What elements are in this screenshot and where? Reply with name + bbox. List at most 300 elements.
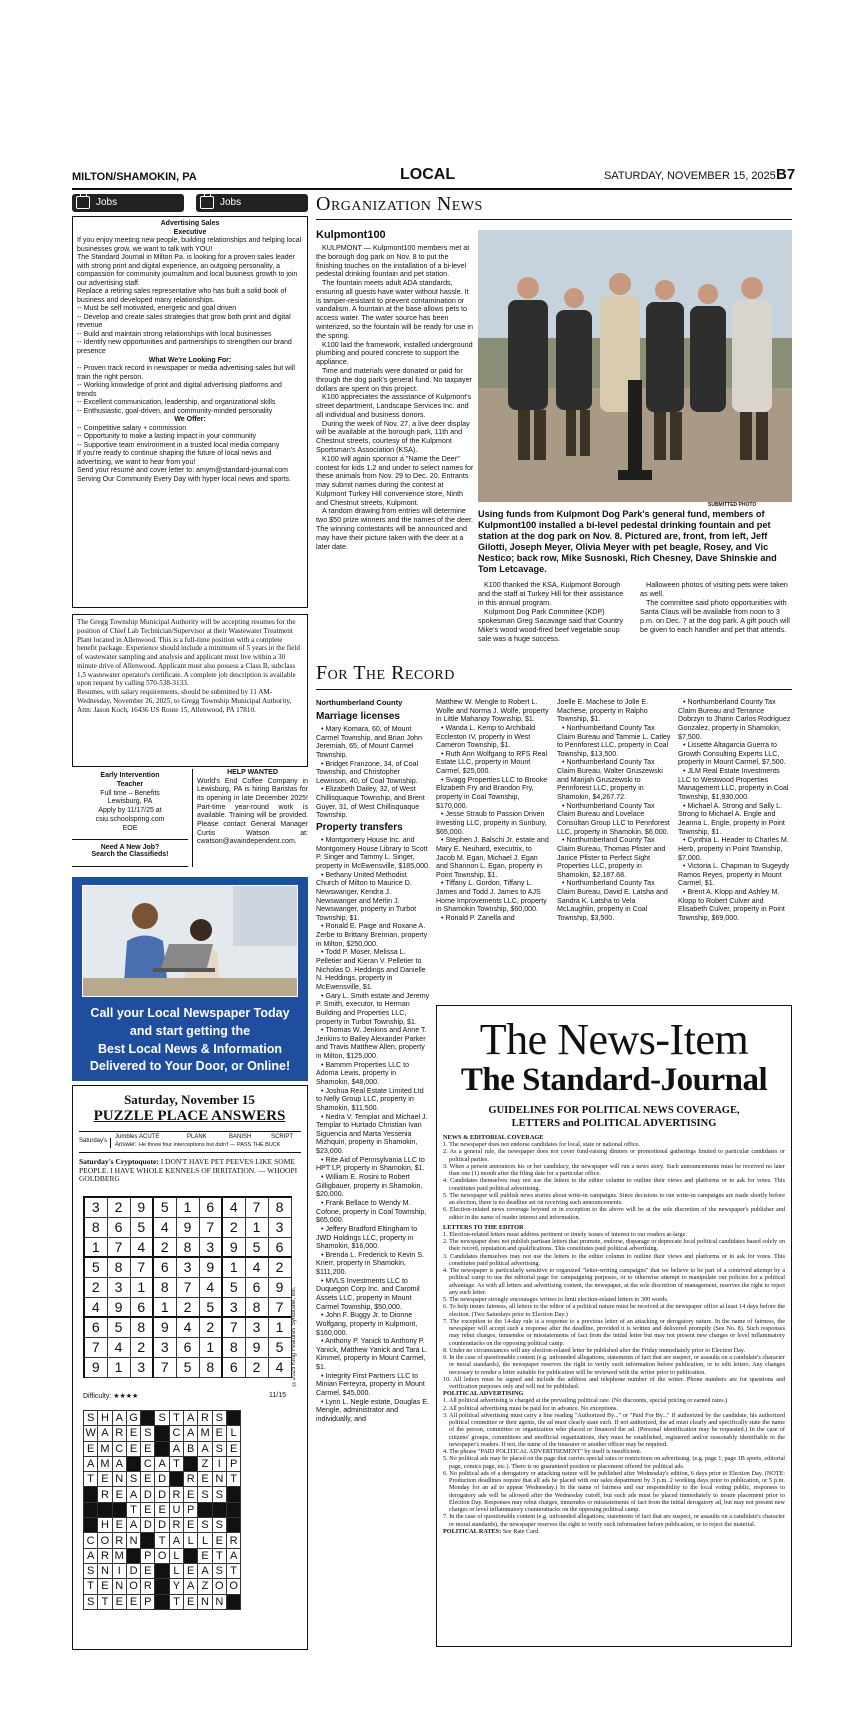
sudoku-cell: 7: [130, 1257, 153, 1277]
record-column: [436, 698, 550, 923]
article-column: [478, 580, 630, 643]
record-item: • Gary L. Smith estate and Jeremy P. Smith, executor, to Herman Building and Properties LLC, property in Turbot Township, $1.: [316, 991, 430, 1026]
ad-need-job: [72, 839, 188, 867]
crossword-cell: A: [84, 1548, 98, 1563]
crossword-cell: A: [184, 1426, 198, 1441]
crossword-cell: N: [126, 1533, 140, 1548]
record-item: • Jesse Straub to Passion Driven Investing LLC, property in Sunbury, $65,000.: [436, 810, 547, 836]
sudoku-cell: 3: [245, 1317, 268, 1337]
crossword-cell: A: [84, 1456, 98, 1471]
cryptoquote-text: I DON'T HAVE PET PEEVES LIKE SOME PEOPLE. I HAVE WHOLE KENNELS OF IRRITATION. — WHOOPI GOLDBERG: [79, 1157, 298, 1184]
sudoku-cell: 7: [222, 1317, 245, 1337]
crossword-cell: E: [198, 1472, 212, 1487]
record-item: • Svagg Properties LLC to Brooke Elizabeth Fry and Brandon Fry, property in Coal Township, $170,000.: [436, 775, 548, 810]
jumble-word: BANISH: [229, 1134, 252, 1140]
sudoku-cell: 1: [176, 1197, 199, 1217]
record-item: • Nedra V. Templar and Michael J. Templar to Hurtado Christian Ivan Siguencia and Marta Yessenia Mizhquiri, property in Shamokin, $23,000.: [316, 1112, 428, 1156]
sudoku-cell: 2: [176, 1297, 199, 1317]
crossword-cell: E: [184, 1594, 198, 1609]
sudoku-cell: 9: [222, 1237, 245, 1257]
crossword-cell: B: [184, 1441, 198, 1456]
sudoku-cell: 9: [130, 1197, 153, 1217]
article-paragraph: The committee said photo opportunities with Santa Claus will be available from noon to 3 p.m. on Dec. 7 at the dog park. A gift pouch will be given to each handler and pet that attends.: [640, 598, 790, 634]
guidelines-subtitle: [437, 1104, 791, 1130]
crossword-cell: L: [198, 1533, 212, 1548]
jumble-label: Saturday's: [79, 1138, 111, 1148]
record-item: • William E. Rosini to Robert Gilligbauer, property in Shamokin, $20,000.: [316, 1173, 423, 1199]
crossword-cell: E: [126, 1441, 140, 1456]
ad-title: Executive: [173, 228, 207, 236]
crossword-cell: I: [112, 1563, 126, 1578]
crossword-cell: E: [141, 1502, 155, 1517]
guideline-item: 8. Under no circumstances will any election-related letter be published after the Friday immediately prior to Election Day.: [443, 1346, 746, 1354]
crossword-cell: E: [212, 1533, 226, 1548]
crossword-cell: A: [184, 1579, 198, 1594]
record-subhead: Marriage licenses: [316, 711, 400, 722]
masthead-standard-journal: The Standard-Journal: [460, 1062, 768, 1098]
crossword-black-cell: [112, 1502, 126, 1517]
guideline-item: 1. The newspaper does not endorse candidates for local, state or national office.: [443, 1141, 640, 1148]
guideline-item: 2. The newspaper does not publish partisan letters that promote, endorse, disparage or deprecate local political candidates based solely on their record, reputation and qualifications. This constitutes paid political advertising.: [443, 1238, 785, 1253]
subtitle-line: GUIDELINES FOR POLITICAL NEWS COVERAGE,: [488, 1105, 740, 1116]
crossword-cell: T: [84, 1472, 98, 1487]
briefcase-icon: [76, 196, 90, 209]
crossword-cell: E: [112, 1487, 126, 1502]
record-item: • Anthony P. Yanick to Anthony P. Yanick, Matthew Yanick and Tara L. Kimmel, property in Mount Carmel, $1.: [316, 1337, 428, 1372]
guideline-item: 5. The newspaper strongly encourages writers to limit election-related letters to 300 words.: [443, 1296, 669, 1303]
crossword-cell: E: [155, 1502, 169, 1517]
crossword-cell: T: [212, 1548, 226, 1563]
ad-title: HELP WANTED: [227, 769, 278, 776]
article-paragraph: K100 thanked the KSA, Kulpmont Borough and the staff at Turkey Hill for their assistance in this annual program.: [478, 580, 624, 607]
sudoku-cell: 5: [176, 1357, 199, 1377]
record-item: • JLM Real Estate Investments LLC to Westwood Properties Management LLC, property in Coal Township, $1,930,000.: [678, 767, 789, 802]
crossword-cell: S: [84, 1594, 98, 1609]
record-item: • Northumberland County Tax Claim Bureau and Lovelace Consultan Group LLC to Pennforest LLC, property in Shamokin, $6,000.: [557, 801, 670, 836]
crossword-cell: E: [126, 1426, 140, 1441]
crossword-cell: A: [126, 1487, 140, 1502]
crossword-cell: E: [212, 1426, 226, 1441]
section-rule: [316, 219, 792, 220]
sudoku-cell: 1: [245, 1217, 268, 1237]
crossword-cell: A: [198, 1563, 212, 1578]
crossword-cell: M: [98, 1441, 112, 1456]
ad-text: Need A New Job?: [100, 844, 160, 851]
crossword-cell: D: [141, 1487, 155, 1502]
group-photo-illustration: [478, 230, 792, 502]
sudoku-cell: 5: [107, 1317, 130, 1337]
crossword-cell: A: [155, 1456, 169, 1471]
crossword-cell: M: [198, 1426, 212, 1441]
guidelines-body: [443, 1131, 785, 1535]
ad-text: Apply by 11/17/25 at: [98, 807, 162, 814]
sudoku-cell: 8: [245, 1297, 268, 1317]
record-item: • Northumberland County Tax Claim Bureau, Walter Gruszewski and Marijah Gruszewski to Pennforest LLC, property in Shamokin, $4,267.72.: [557, 758, 663, 802]
guideline-item: 7. In the case of questionable content (e.g. unfounded allegations, statements of fact that are suspect, or assaults on a candidate's character or moral standards), the newspaper reserves the right to verify such information before publication, or to reject the material.: [443, 1513, 785, 1528]
sudoku-cell: 5: [199, 1297, 222, 1317]
crossword-row: [84, 1594, 241, 1609]
sudoku-cell: 8: [130, 1317, 153, 1337]
crossword-cell: A: [112, 1456, 126, 1471]
record-item: • Bridget Franzone, 34, of Coal Township, and Christopher Lewinson, 40, of Coal Township.: [316, 759, 419, 785]
ad-bullet: -- Proven track record in newspaper or media advertising sales but will train the right person.: [77, 365, 295, 381]
sudoku-cell: 7: [268, 1297, 291, 1317]
promo-line: Call your Local Newspaper Today: [90, 1006, 290, 1020]
ad-text: If you enjoy meeting new people, building relationships and helping local businesses grow, we want to talk with YOU!: [77, 237, 302, 253]
sudoku-row: [84, 1337, 291, 1357]
record-subhead: Property transfers: [316, 822, 403, 834]
crossword-cell: R: [226, 1533, 240, 1548]
sudoku-row: [84, 1317, 291, 1337]
sudoku-cell: 5: [153, 1197, 176, 1217]
sudoku-cell: 4: [245, 1257, 268, 1277]
record-item: • Cynthia L. Header to Charles M. Herb, property in Point Township, $7,000.: [678, 836, 789, 862]
crossword-black-cell: [155, 1579, 169, 1594]
record-item: • Ronald E. Paige and Roxane A. Zerbe to Brittany Brennan, property in Milton, $250,000.: [316, 922, 428, 948]
crossword-row: [84, 1533, 241, 1548]
sudoku-cell: 3: [199, 1237, 222, 1257]
sudoku-cell: 9: [245, 1337, 268, 1357]
crossword-cell: S: [126, 1472, 140, 1487]
record-item: • MVLS Investments LLC to Duquegon Corp Inc. and Caromil Assets LLC, property in Mount Carmel Township, $50,000.: [316, 1276, 420, 1311]
crossword-black-cell: [84, 1487, 98, 1502]
cryptoquote-label: Saturday's Cryptoquote:: [79, 1157, 159, 1166]
crossword-cell: A: [184, 1411, 198, 1426]
crossword-cell: R: [198, 1411, 212, 1426]
record-county: Northumberland County: [316, 698, 403, 707]
ad-text: Full time – Benefits: [100, 789, 160, 797]
puzzle-date: Saturday, November 15: [124, 1092, 255, 1107]
crossword-cell: S: [212, 1518, 226, 1533]
guideline-item: 4. The newspaper is particularly sensitive to organized "letter-writing campaigns" that we believe to be part of a contrived attempt by a political camp to use the editorial page for campaigning purposes, or to otherwise attempt to manipulate our policies for a political advantage. As with all letters and advertising content, the newspaper, at the sole discretion of management, reserves the right to reject any such letter.: [443, 1267, 785, 1296]
crossword-black-cell: [226, 1487, 240, 1502]
record-item: • John F. Buggy Jr. to Dionne Wolfgang, property in Kulpmont, $160,000.: [316, 1311, 418, 1337]
ad-text: Send your résumé and cover letter to: amym@standard-journal.com: [77, 467, 288, 475]
crossword-black-cell: [226, 1518, 240, 1533]
crossword-cell: E: [226, 1441, 240, 1456]
guideline-item: 1. All political advertising is charged at the prevailing political rate. (No discounts, special pricing or earned rates.): [443, 1397, 728, 1405]
article-paragraph: The fountain meets adult ADA standards, ensuring all guests have water without hassle. It is tamper-resistant to prevent contamination or vandalism. A fountain at the base allows pets to access water. The water source has been winterized, so the fountain will be ready for use in the spring.: [316, 278, 474, 340]
sudoku-cell: 2: [199, 1317, 222, 1337]
sudoku-cell: 9: [176, 1217, 199, 1237]
record-item: • Bethany United Methodist Church of Milton to Maurice D. Newswanger, Kendra J. Newswanger and Merlin J. Newswanger, property in Turbot Township, $1.: [316, 870, 417, 922]
crossword-black-cell: [155, 1441, 169, 1456]
sudoku-cell: 2: [107, 1197, 130, 1217]
crossword-cell: E: [141, 1563, 155, 1578]
ad-bullet: -- Working knowledge of print and digital advertising platforms and trends: [77, 382, 282, 398]
sudoku-cell: 7: [245, 1197, 268, 1217]
crossword-cell: T: [169, 1411, 183, 1426]
record-item: • Brent A. Klopp and Ashley M. Klopp to Robert Culver and Elisabeth Culver, property in Point Township, $69,000.: [678, 888, 785, 923]
crossword-cell: S: [198, 1518, 212, 1533]
article-paragraph: K100 appreciates the assistance of Kulpmont's street department, Landscape Services Inc. and all individual and business donors.: [316, 392, 472, 419]
ad-sales-executive: [72, 216, 308, 608]
ad-help-wanted: [192, 769, 308, 867]
crossword-cell: D: [141, 1518, 155, 1533]
article-paragraph: K100 laid the framework, installed underground plumbing and poured concrete to support the appliance.: [316, 339, 473, 367]
sudoku-cell: 3: [107, 1277, 130, 1297]
record-item: • Victoria L. Chapman to Sugeydy Ramos Reyes, property in Mount Carmel, $1.: [678, 862, 790, 888]
issue-date: SATURDAY, NOVEMBER 15, 2025: [604, 170, 776, 182]
sudoku-cell: 6: [199, 1197, 222, 1217]
political-guidelines-box: [436, 1005, 792, 1647]
jumble-word: ACUTE: [139, 1134, 160, 1140]
crossword-cell: N: [112, 1579, 126, 1594]
record-item: Matthew W. Mengle to Robert L. Wolfe and Norma J. Wolfe, property in Little Mahanoy Township, $1.: [436, 698, 549, 724]
record-item: • Ruth Ann Wolfgang to RFS Real Estate LLC, property in Mount Carmel, $25,000.: [436, 749, 548, 776]
crossword-black-cell: [141, 1533, 155, 1548]
crossword-cell: O: [226, 1579, 240, 1594]
crossword-black-cell: [226, 1411, 240, 1426]
sudoku-cell: 4: [176, 1317, 199, 1337]
sudoku-difficulty: Difficulty: ★★★★: [83, 1393, 139, 1400]
crossword-black-cell: [184, 1456, 198, 1471]
ad-text: Resumes, with salary requirements, should be submitted by 11 AM-Wednesday, November 26, 2025, to Gregg Township Municipal Authority, Attn: Jason Koch, 16436 US Route 15, Allenwood, PA 17810.: [77, 688, 292, 714]
guideline-heading: POLITICAL ADVERTISING: [443, 1390, 524, 1398]
page-number: B7: [776, 166, 796, 183]
crossword-cell: E: [141, 1441, 155, 1456]
ad-bullet: -- Develop and create sales strategies that grow both print and digital revenue: [77, 313, 291, 330]
sudoku-cell: 3: [176, 1257, 199, 1277]
crossword-cell: Z: [198, 1456, 212, 1471]
record-item: • Jeffery Bradford Eltingham to JWD Holdings LLC, property in Shamokin, $16,000.: [316, 1224, 418, 1251]
record-item: • Bammm Properties LLC to Adoma Lewis, property in Shamokin, $48,000.: [316, 1060, 410, 1086]
crossword-cell: S: [212, 1487, 226, 1502]
crossword-cell: L: [169, 1548, 183, 1563]
crossword-cell: T: [226, 1563, 240, 1578]
crossword-row: [84, 1411, 241, 1426]
record-item: • Northumberland County Tax Claim Bureau, David E. Latsha and Sandra K. Latsha to Vela McLaughlin, property in Coal Township, $3,500.: [557, 879, 668, 923]
sudoku-row: [84, 1217, 291, 1237]
guideline-item: 3. When a person announces his or her candidacy, the newspaper will run a news story. Such announcements must be received no later than one (1) month after the filing date for a particular office.: [443, 1162, 785, 1177]
record-item: • Thomas W. Jenkins and Anne T. Jenkins to Bailey Alexander Parker and Travis Matthew Allen, property in Milton, $125,000.: [316, 1026, 427, 1061]
crossword-black-cell: [212, 1502, 226, 1517]
ad-gregg-township: [72, 614, 308, 767]
sudoku-cell: 5: [268, 1337, 291, 1357]
crossword-cell: E: [112, 1518, 126, 1533]
copyright-text: ©2025 King Features Syndicate, Inc.: [291, 1286, 297, 1386]
sudoku-cell: 8: [84, 1217, 107, 1237]
guideline-item: 6. Election-related news coverage beyond or in exception to the above will be at the sole discretion of the newspaper's publisher and editor in the name of reader interest and information.: [443, 1206, 785, 1221]
promo-line: Delivered to Your Door, or Online!: [89, 1059, 291, 1074]
crossword-cell: E: [98, 1579, 112, 1594]
article-paragraph: KULPMONT — Kulpmont100 members met at the borough dog park on Nov. 8 to put the finishing touches on the installation of a bi-level pedestal drinking fountain and pet station.: [316, 243, 470, 279]
crossword-cell: R: [169, 1487, 183, 1502]
crossword-black-cell: [84, 1518, 98, 1533]
crossword-cell: A: [126, 1518, 140, 1533]
crossword-cell: T: [169, 1594, 183, 1609]
record-item: • Integrity First Partners LLC to Minian Ferreyra, property in Mount Carmel, $45,000.: [316, 1371, 425, 1398]
crossword-row: [84, 1426, 241, 1441]
crossword-cell: R: [98, 1487, 112, 1502]
ad-bullet: -- Excellent communication, leadership, and organizational skills: [77, 399, 276, 407]
sudoku-cell: 6: [268, 1237, 291, 1257]
record-item: • Todd P. Moser, Melissa L. Pelletier and Kieran V. Pelletier to Nicholas D. Heddings and Danielle N. Heddings, property in McEwensville, $1.: [316, 948, 426, 991]
promo-line: and start getting the: [129, 1023, 251, 1038]
jobs-tab-label: Jobs: [96, 197, 118, 208]
crossword-cell: R: [169, 1518, 183, 1533]
crossword-cell: C: [112, 1441, 126, 1456]
sudoku-cell: 7: [107, 1237, 130, 1257]
sudoku-cell: 7: [84, 1337, 107, 1357]
sudoku-cell: 2: [268, 1257, 291, 1277]
cryptoquote-answer: [79, 1158, 301, 1184]
family-laptop-illustration: [83, 886, 298, 997]
crossword-cell: O: [98, 1533, 112, 1548]
record-item: • Wanda L. Kemp to Archibald Eccleston IV, property in West Cameron Township, $1.: [436, 723, 536, 750]
record-item: • Lissette Altagarcia Guerra to Growth Consulting Experts LLC, property in Mount Carmel, $7,500.: [678, 741, 786, 767]
ad-text: The Standard Journal in Milton Pa. is looking for a proven sales leader with strong print and digital experience, an outgoing personality, a compassion for community journalism and local business growth to join our advertising staff.: [77, 254, 298, 287]
guideline-item: 4. Candidates themselves may not use the letters to the editor column to outline their views and platforms or to ask for votes. This constitutes paid political advertising.: [443, 1177, 785, 1192]
sudoku-cell: 8: [176, 1237, 199, 1257]
crossword-black-cell: [184, 1548, 198, 1563]
record-column: [316, 698, 430, 1424]
crossword-cell: N: [98, 1563, 112, 1578]
crossword-cell: S: [141, 1426, 155, 1441]
guideline-item: 3. All political advertising must carry a line reading "Authorized By..." or "Paid For By..." If authorized by the candidate, his authorized political committee or their agents, the ad must clearly state such. If not authorized, the ad must clearly and specifically state the name of the person, committee or organization who placed or financed the ad. (Personal identification may be requested.) In the case of citizens' groups, committees and unofficial organizations, they must be established, registered and/or reasonably identifiable to the newspaper's readers. If not, the name of the treasurer or another officer may be required.: [443, 1411, 785, 1448]
crossword-cell: R: [184, 1472, 198, 1487]
article-paragraph: Halloween photos of visiting pets were taken as well.: [640, 580, 788, 598]
crossword-row: [84, 1487, 241, 1502]
crossword-black-cell: [84, 1502, 98, 1517]
crossword-cell: D: [126, 1563, 140, 1578]
sudoku-row: [84, 1357, 291, 1377]
ad-text: Serving Our Community Every Day with hyper local news and sports.: [77, 475, 291, 483]
crossword-cell: D: [155, 1472, 169, 1487]
sudoku-date: 11/15: [269, 1392, 286, 1399]
sudoku-cell: 9: [107, 1297, 130, 1317]
crossword-cell: C: [84, 1533, 98, 1548]
crossword-cell: S: [212, 1411, 226, 1426]
puzzle-answers-box: [72, 1085, 308, 1650]
crossword-black-cell: [169, 1472, 183, 1487]
ad-text: Search the Classifieds!: [91, 851, 169, 858]
briefcase-icon: [200, 196, 214, 209]
crossword-cell: D: [155, 1487, 169, 1502]
guideline-item: 9. In the case of questionable content (e.g. unfounded allegations, statements of fact that are suspect, or assaults on a candidate's character or moral standards), the newspaper reserves the right to verify such information before publication, or to edit letters. Any changes necessary to render a letter suitable for publication will be reviewed with the writer prior to publication.: [443, 1354, 785, 1376]
crossword-black-cell: [98, 1502, 112, 1517]
crossword-black-cell: [226, 1502, 240, 1517]
record-item: • Stephen J. Balschi Jr. estate and Mary E. Neuhard, executrix, to Jacob M. Egan, Michael J. Egan and Shannon L. Egan, property in Point Township, $1.: [436, 836, 549, 879]
sudoku-cell: 7: [176, 1277, 199, 1297]
record-item: • Northumberland County Tax Claim Bureau and Terrance Dobrzyn to Jhann Carlos Rodriguez Gonzalez, property in Shamokin, $7,500.: [678, 698, 791, 741]
sudoku-cell: 6: [130, 1297, 153, 1317]
article-headline: Kulpmont100: [316, 229, 386, 241]
jumble-answer-label: Answer:: [115, 1142, 137, 1148]
sudoku-cell: 4: [199, 1277, 222, 1297]
sudoku-cell: 8: [153, 1277, 176, 1297]
sudoku-cell: 3: [222, 1297, 245, 1317]
sudoku-cell: 6: [84, 1317, 107, 1337]
puzzle-title: PUZZLE PLACE ANSWERS: [93, 1108, 286, 1124]
sudoku-cell: 4: [222, 1197, 245, 1217]
promo-line: Best Local News & Information: [97, 1041, 283, 1056]
crossword-cell: R: [112, 1533, 126, 1548]
ad-text: The Gregg Township Municipal Authority will be accepting resumes for the position of Chief Lab Technician/Supervisor at their Wastewater Treatment Plant located in Allenwood. This is a full-time position with a complete benefit package. Experience should include a minimum of 5 years in the field of wastewater sampling and analysis and applicant must live within a 30 minute drive of Allenwood. Applicant must also possess a Class B, subclass 1,5 wastewater operator's certificate. A complete job description is available upon request by calling 570-538-3133.: [77, 618, 300, 688]
crossword-cell: S: [84, 1411, 98, 1426]
record-item: • Brenda L. Frederick to Kevin S. Knerr, property in Shamokin, $111,200.: [316, 1250, 425, 1277]
crossword-cell: E: [141, 1472, 155, 1487]
record-item: • Lynn L. Negle estate, Douglas E. Mengle, administrator and individually, and: [316, 1397, 429, 1423]
crossword-black-cell: [226, 1594, 240, 1609]
crossword-black-cell: [126, 1456, 140, 1471]
crossword-cell: S: [212, 1441, 226, 1456]
sudoku-cell: 2: [130, 1337, 153, 1357]
crossword-black-cell: [141, 1411, 155, 1426]
crossword-cell: P: [226, 1456, 240, 1471]
jumble-word: PLANK: [187, 1134, 207, 1140]
crossword-cell: S: [155, 1411, 169, 1426]
crossword-cell: O: [126, 1579, 140, 1594]
crossword-cell: E: [84, 1441, 98, 1456]
crossword-cell: N: [212, 1472, 226, 1487]
ad-text: csiu.schoolspring.com: [95, 815, 165, 823]
ad-text: Lewisburg, PA: [107, 798, 153, 806]
sudoku-cell: 8: [199, 1357, 222, 1377]
guideline-item: 7. The exception to the 14-day rule is a response to a previous letter of an attacking or derogatory nature. In the name of fairness, the newspaper will accept such a response after the deadline, provided it is written and delivered promptly (See No. 8). Such responses may rebut charges, innuendos or misstatements of fact from the initial letter but may not present new charges or level inflammatory counterattacks on the opposing political camp.: [443, 1317, 785, 1347]
sudoku-cell: 5: [130, 1217, 153, 1237]
jobs-tab: [196, 194, 308, 212]
record-item: • Rite Aid of Pennsylvania LLC to HPT LP, property in Shamokin, $1.: [316, 1155, 425, 1173]
guideline-heading: LETTERS TO THE EDITOR: [443, 1223, 524, 1231]
section-title-for-the-record: For The Record: [316, 662, 455, 684]
crossword-cell: N: [212, 1594, 226, 1609]
guideline-item: 1. Election-related letters must address pertinent or timely issues of interest to our readers at-large.: [443, 1230, 687, 1238]
sudoku-cell: 1: [153, 1297, 176, 1317]
section-label: LOCAL: [400, 166, 456, 183]
crossword-row: [84, 1456, 241, 1471]
crossword-cell: I: [212, 1456, 226, 1471]
crossword-cell: H: [98, 1411, 112, 1426]
location-label: MILTON/SHAMOKIN, PA: [72, 171, 197, 183]
record-item: • Joshua Real Estate Limited Ltd to Nelly Group LLC, property in Shamokin, $11,500.: [316, 1086, 424, 1112]
sudoku-row: [84, 1197, 291, 1217]
photo-credit: SUBMITTED PHOTO: [708, 502, 757, 508]
sudoku-cell: 9: [84, 1357, 107, 1377]
sudoku-cell: 5: [222, 1277, 245, 1297]
sudoku-cell: 4: [153, 1217, 176, 1237]
record-item: • Elizabeth Dailey, 32, of West Chillisquaque Township, and Brent Guyer, 31, of West Chillisquaque Township.: [316, 785, 425, 820]
crossword-row: [84, 1472, 241, 1487]
crossword-cell: L: [184, 1533, 198, 1548]
jumble-words-label: Jumbles:: [115, 1134, 140, 1140]
crossword-black-cell: [155, 1426, 169, 1441]
sudoku-cell: 2: [222, 1217, 245, 1237]
crossword-cell: P: [184, 1502, 198, 1517]
sudoku-cell: 8: [268, 1197, 291, 1217]
ad-title: Early Intervention: [100, 772, 160, 779]
political-rates-value: See Rate Card.: [502, 1527, 540, 1535]
crossword-cell: Z: [198, 1579, 212, 1594]
record-item: • Northumberland County Tax Claim Bureau and Tammie L. Catley to Pennforest LLC, property in Coal Township, $13,500.: [557, 723, 671, 758]
crossword-cell: S: [84, 1563, 98, 1578]
promo-photo: [82, 885, 298, 997]
guideline-item: 2. As a general rule, the newspaper does not cover fund-raising dinners or promotional gatherings limited to particular candidates or political parties.: [443, 1148, 785, 1163]
sudoku-grid: [83, 1196, 292, 1378]
crossword-cell: O: [155, 1548, 169, 1563]
guideline-item: 6. To help insure fairness, all letters to the editor of a political nature must be received at the newspaper office at least 14 days before the election. (Two Saturdays prior to Election Day.): [443, 1303, 785, 1318]
crossword-cell: T: [84, 1579, 98, 1594]
crossword-cell: T: [126, 1502, 140, 1517]
ad-text: World's End Coffee Company in Lewisburg, PA is hiring Baristas for its opening in late December 2025! Part-time year-round work is available. Training will be provided. Please contact General Manager Curtis Watson at: cwatson@avaindependent.com.: [197, 777, 308, 846]
promo-text: [76, 1005, 304, 1076]
sudoku-cell: 6: [222, 1357, 245, 1377]
crossword-row: [84, 1518, 241, 1533]
guideline-heading: NEWS & EDITORIAL COVERAGE: [443, 1134, 544, 1141]
crossword-cell: E: [98, 1472, 112, 1487]
crossword-row: [84, 1579, 241, 1594]
article-paragraph: Kulpmont Dog Park Committee (KDP) spokesman Greg Sacavage said that Country Mike's wood wood-fired beef vegetable soup sale was a huge success.: [478, 607, 624, 643]
